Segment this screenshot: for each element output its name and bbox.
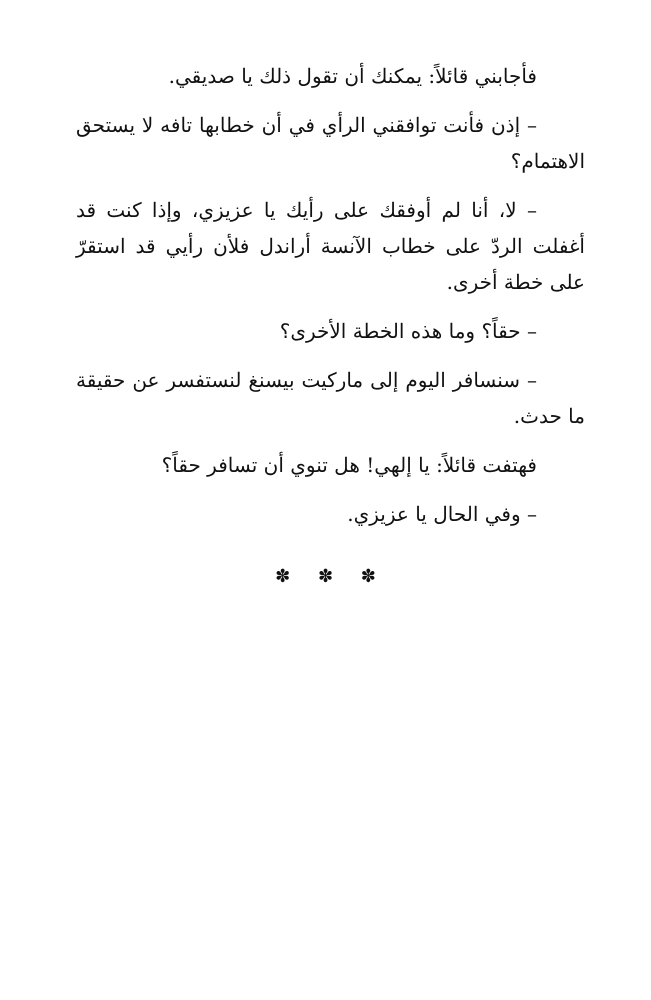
- paragraph-1: فأجابني قائلاً: يمكنك أن تقول ذلك يا صديقي.: [168, 64, 537, 88]
- paragraph-7: – وفي الحال يا عزيزي.: [347, 502, 537, 526]
- separator-star-icon: ✽: [360, 566, 376, 587]
- separator-star-icon: ✽: [275, 566, 291, 587]
- paragraph-3: – لا، أنا لم أوفقك على رأيك يا عزيزي، وإذا كنت قد أغفلت الردّ على خطاب الآنسة أراندل فلأن رأيي قد استقرّ على خطة أخرى.: [76, 198, 585, 294]
- paragraph-6: فهتفت قائلاً: يا إلهي! هل تنوي أن تسافر حقاً؟: [161, 453, 537, 477]
- paragraph-5: – سنسافر اليوم إلى ماركيت بيسنغ لنستفسر عن حقيقة ما حدث.: [76, 368, 585, 428]
- paragraph-2: – إذن فأنت توافقني الرأي في أن خطابها تافه لا يستحق الاهتمام؟: [76, 113, 585, 173]
- separator-star-icon: ✽: [317, 566, 334, 587]
- paragraph-4: – حقاً؟ وما هذه الخطة الأخرى؟: [279, 319, 537, 343]
- page-body: [76, 58, 585, 545]
- section-separator: [0, 566, 651, 587]
